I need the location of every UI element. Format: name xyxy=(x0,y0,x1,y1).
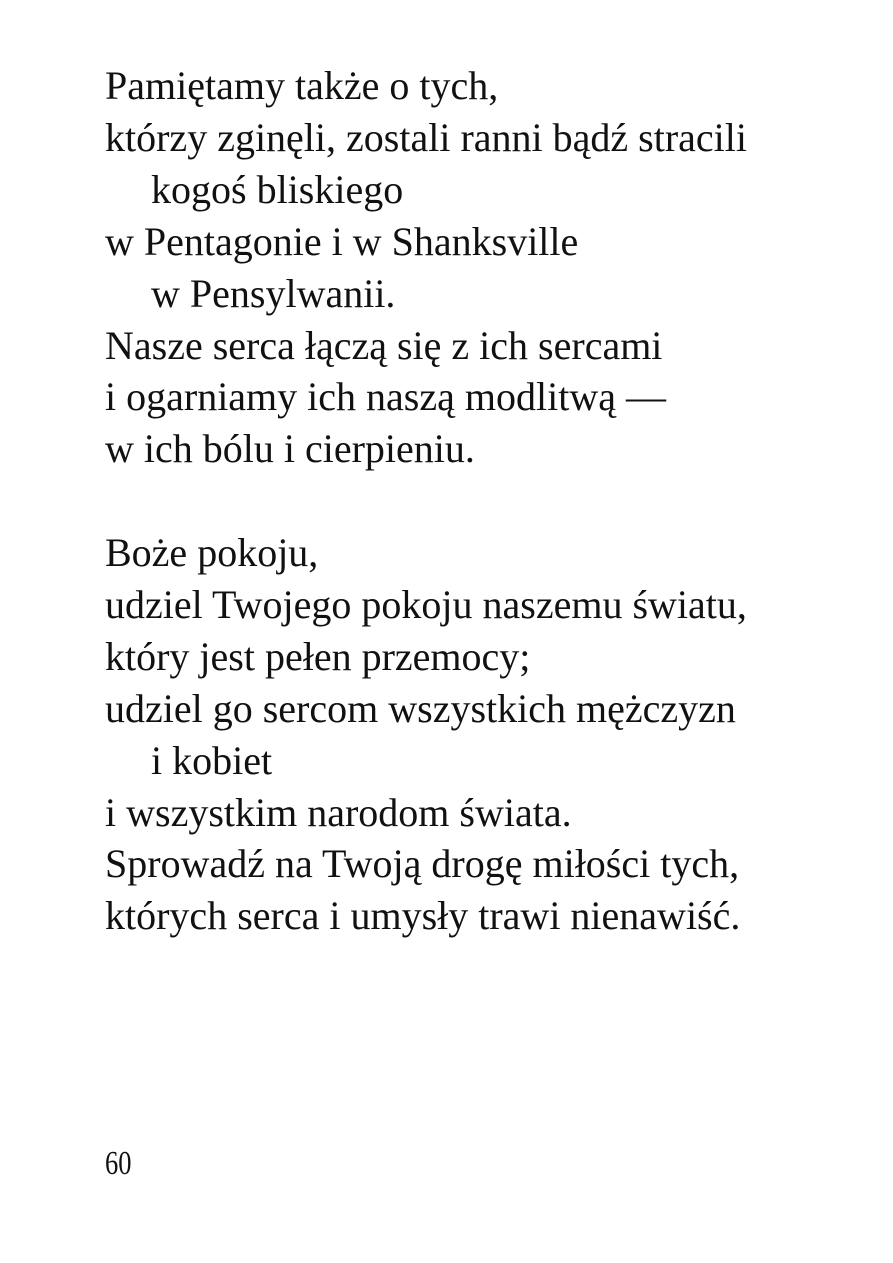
stanza-1 xyxy=(105,60,747,475)
verse-line: udziel Twojego pokoju naszemu światu, xyxy=(105,581,747,627)
verse-line: Sprowadź na Twoją drogę miłości tych, xyxy=(105,841,740,887)
verse-line: i wszystkim narodom świata. xyxy=(105,789,572,835)
verse-line-indented: kogoś bliskiego xyxy=(151,166,404,212)
verse-line: którzy zginęli, zostali ranni bądź stracili xyxy=(105,114,747,160)
verse-line: udziel go sercom wszystkich mężczyzn xyxy=(105,685,736,731)
verse-line: w ich bólu i cierpieniu. xyxy=(105,426,475,472)
stanza-2 xyxy=(105,527,747,942)
verse-line-indented: i kobiet xyxy=(151,737,273,783)
verse-line: Boże pokoju, xyxy=(105,530,319,575)
verse-line: i ogarniamy ich naszą modlitwą — xyxy=(105,374,666,420)
verse-line: Pamiętamy także o tych, xyxy=(105,63,499,108)
verse-line: Nasze serca łączą się z ich sercami xyxy=(105,322,663,368)
verse-line: w Pentagonie i w Shanksville xyxy=(105,218,579,264)
verse-line: który jest pełen przemocy; xyxy=(105,633,531,679)
verse-line: których serca i umysły trawi nienawiść. xyxy=(105,893,741,939)
page-number: 60 xyxy=(105,1145,132,1182)
verse-line-indented: w Pensylwanii. xyxy=(151,270,396,316)
